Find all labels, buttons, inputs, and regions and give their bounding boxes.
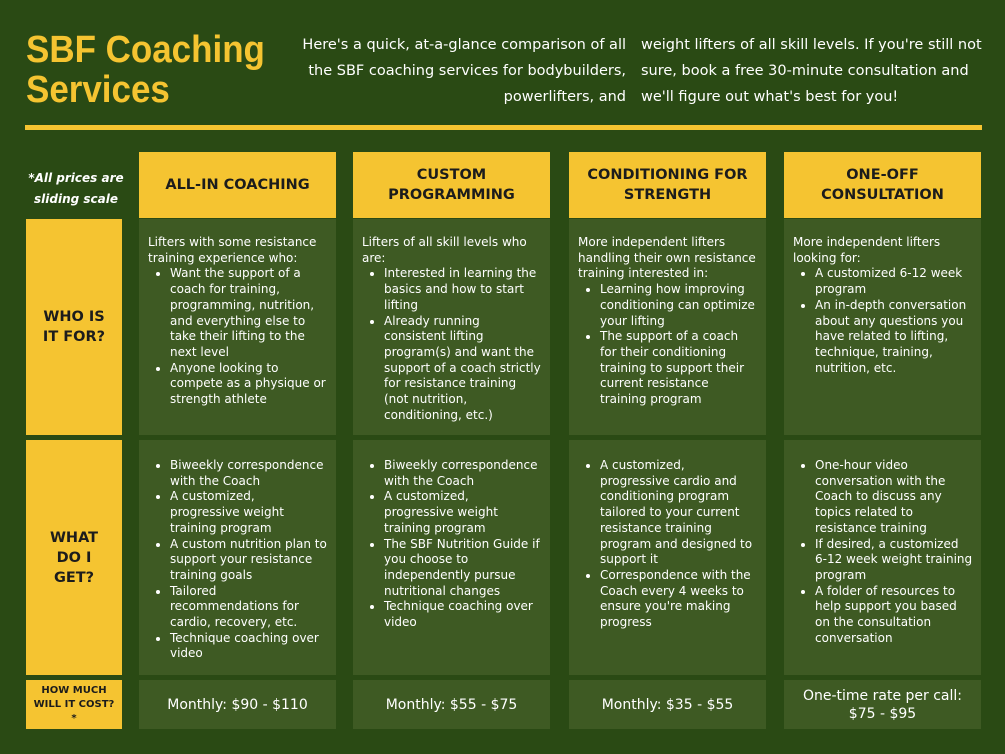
list-item: • Correspondence with the Coach every 4 weeks to ensure you're making progress — [600, 568, 758, 631]
who-intro: Lifters with some resistance training experience who: — [148, 235, 317, 265]
row-header-who: WHO IS IT FOR? — [26, 219, 122, 435]
what-list — [362, 458, 542, 631]
who-list — [578, 282, 758, 408]
intro-text-right: weight lifters of all skill levels. If you're still not sure, book a free 30-minute consultation and we'll figure out what's best for you! — [641, 37, 982, 105]
who-cell-consultation — [784, 219, 981, 435]
list-item: • The SBF Nutrition Guide if you choose to independently pursue nutritional changes — [384, 537, 542, 600]
list-item: • A folder of resources to help support you based on the consultation conversation — [815, 584, 973, 647]
who-intro: More independent lifters looking for: — [793, 235, 941, 265]
intro-text-left: Here's a quick, at-a-glance comparison of all the SBF coaching services for bodybuilders, powerlifters, and — [302, 37, 626, 105]
list-item: • If desired, a customized 6-12 week weight training program — [815, 537, 973, 584]
who-intro: Lifters of all skill levels who are: — [362, 235, 527, 265]
header-divider — [25, 125, 982, 130]
who-cell-conditioning — [569, 219, 766, 435]
title-line-2: Services — [26, 69, 170, 111]
price-custom-programming: Monthly: $55 - $75 — [353, 680, 550, 729]
list-item: • A customized, progressive weight training program — [384, 489, 542, 536]
what-cell-custom-programming — [353, 440, 550, 675]
column-header-consultation: ONE-OFF CONSULTATION — [784, 152, 981, 218]
title-line-1: SBF Coaching — [26, 29, 265, 71]
list-item: • A customized, progressive weight training program — [170, 489, 328, 536]
column-header-conditioning: CONDITIONING FOR STRENGTH — [569, 152, 766, 218]
list-item: • Technique coaching over video — [384, 599, 542, 630]
list-item: • Technique coaching over video — [170, 631, 328, 662]
list-item: • One-hour video conversation with the Coach to discuss any topics related to resistance training — [815, 458, 973, 537]
what-list — [793, 458, 973, 646]
page-title — [26, 30, 302, 110]
what-list — [148, 458, 328, 662]
list-item: • Learning how improving conditioning can optimize your lifting — [600, 282, 758, 329]
what-cell-all-in — [139, 440, 336, 675]
who-intro: More independent lifters handling their own resistance training interested in: — [578, 235, 756, 281]
who-list — [793, 266, 973, 376]
list-item: • A custom nutrition plan to support your resistance training goals — [170, 537, 328, 584]
list-item: • A customized 6-12 week program — [815, 266, 973, 297]
list-item: • Biweekly correspondence with the Coach — [170, 458, 328, 489]
list-item: • Interested in learning the basics and how to start lifting — [384, 266, 542, 313]
price-all-in: Monthly: $90 - $110 — [139, 680, 336, 729]
sliding-scale-note: *All prices are sliding scale — [28, 171, 124, 206]
who-cell-all-in — [139, 219, 336, 435]
what-cell-conditioning — [569, 440, 766, 675]
what-list — [578, 458, 758, 631]
list-item: • Anyone looking to compete as a physique or strength athlete — [170, 361, 328, 408]
list-item: • A customized, progressive cardio and conditioning program tailored to your current resistance training program and designed to support it — [600, 458, 758, 568]
price-consultation: One-time rate per call: $75 - $95 — [784, 680, 981, 729]
list-item: • An in-depth conversation about any questions you have related to lifting, technique, training, nutrition, etc. — [815, 298, 973, 377]
list-item: • The support of a coach for their conditioning training to support their current resistance training program — [600, 329, 758, 408]
column-header-all-in-coaching: ALL-IN COACHING — [139, 152, 336, 218]
list-item: • Biweekly correspondence with the Coach — [384, 458, 542, 489]
list-item: • Want the support of a coach for training, programming, nutrition, and everything else to take their lifting to the next level — [170, 266, 328, 360]
price-conditioning: Monthly: $35 - $55 — [569, 680, 766, 729]
list-item: • Tailored recommendations for cardio, recovery, etc. — [170, 584, 328, 631]
column-header-custom-programming: CUSTOM PROGRAMMING — [353, 152, 550, 218]
what-cell-consultation — [784, 440, 981, 675]
row-header-cost: HOW MUCH WILL IT COST?* — [26, 680, 122, 729]
who-list — [362, 266, 542, 423]
who-list — [148, 266, 328, 407]
row-header-what: WHAT DO I GET? — [26, 440, 122, 675]
list-item: • Already running consistent lifting program(s) and want the support of a coach strictly for resistance training (not nutrition, conditioning, etc.) — [384, 314, 542, 424]
who-cell-custom-programming — [353, 219, 550, 435]
